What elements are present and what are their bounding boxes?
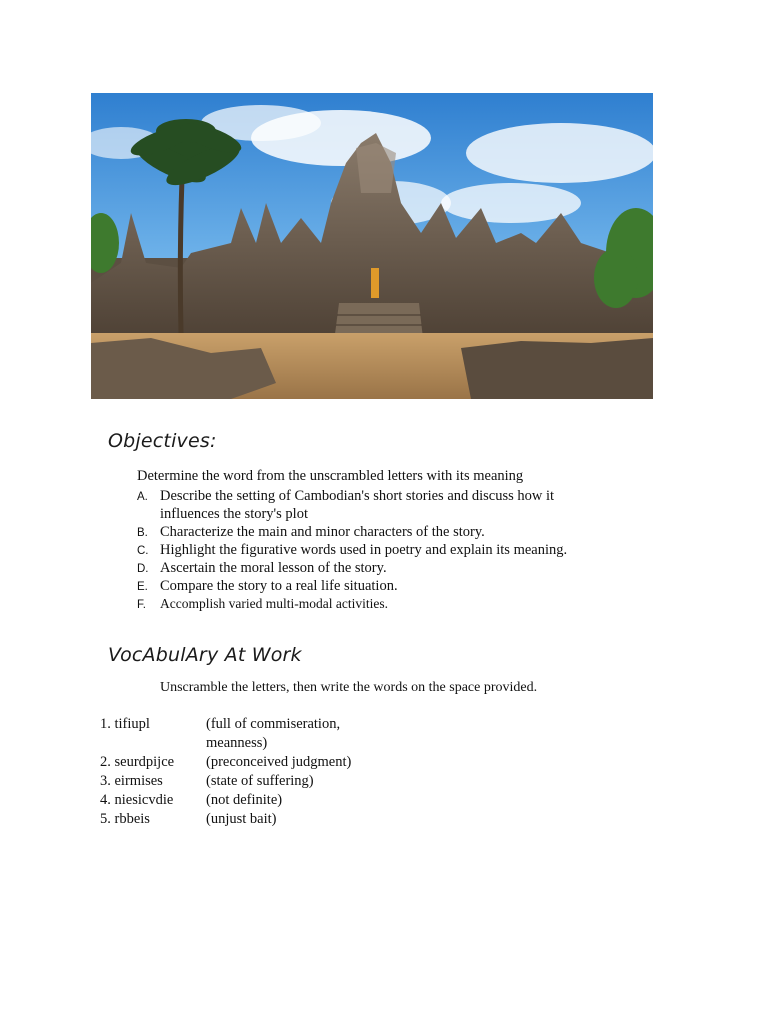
word-definition: (full of commiseration, meanness) <box>206 716 341 751</box>
list-item <box>137 523 607 541</box>
objective-text: Accomplish varied multi-modal activities. <box>160 596 388 611</box>
list-item <box>100 791 400 810</box>
scrambled-word: 3. eirmises <box>100 773 163 789</box>
vocabulary-heading: VocAbulAry At Work <box>108 644 302 666</box>
list-marker: F. <box>137 599 146 611</box>
list-marker: E. <box>137 581 148 593</box>
list-item <box>100 753 400 772</box>
scrambled-word: 4. niesicvdie <box>100 792 174 808</box>
list-item <box>137 559 607 577</box>
list-item <box>137 541 607 559</box>
word-definition: (not definite) <box>206 792 283 808</box>
objective-text: Characterize the main and minor characters of the story. <box>160 524 485 540</box>
word-definition: (preconceived judgment) <box>206 754 352 770</box>
scrambled-word: 5. rbbeis <box>100 811 150 827</box>
objectives-heading: Objectives: <box>108 430 217 452</box>
list-item <box>100 772 400 791</box>
word-definition: (unjust bait) <box>206 811 277 827</box>
objective-text: Highlight the figurative words used in poetry and explain its meaning. <box>160 542 568 558</box>
scrambled-word: 2. seurdpijce <box>100 754 175 770</box>
objective-text: Compare the story to a real life situation. <box>160 578 398 594</box>
list-item <box>137 577 607 595</box>
objectives-intro: Determine the word from the unscrambled letters with its meaning <box>137 468 524 484</box>
scrambled-word: 1. tifiupl <box>100 716 150 732</box>
list-item <box>100 810 400 829</box>
list-marker: B. <box>137 527 148 539</box>
list-marker: A. <box>137 491 148 503</box>
list-marker: C. <box>137 545 149 557</box>
objective-text: Describe the setting of Cambodian's short stories and discuss how it influences the story's plot <box>160 488 555 522</box>
temple-photo <box>91 93 653 399</box>
objective-text: Ascertain the moral lesson of the story. <box>160 560 387 576</box>
vocabulary-instruction: Unscramble the letters, then write the words on the space provided. <box>160 680 538 695</box>
objectives-list <box>137 487 607 613</box>
list-marker: D. <box>137 563 149 575</box>
word-definition: (state of suffering) <box>206 773 314 789</box>
list-item <box>100 715 400 753</box>
vocabulary-list <box>100 715 400 829</box>
list-item <box>137 595 607 613</box>
list-item <box>137 487 607 523</box>
